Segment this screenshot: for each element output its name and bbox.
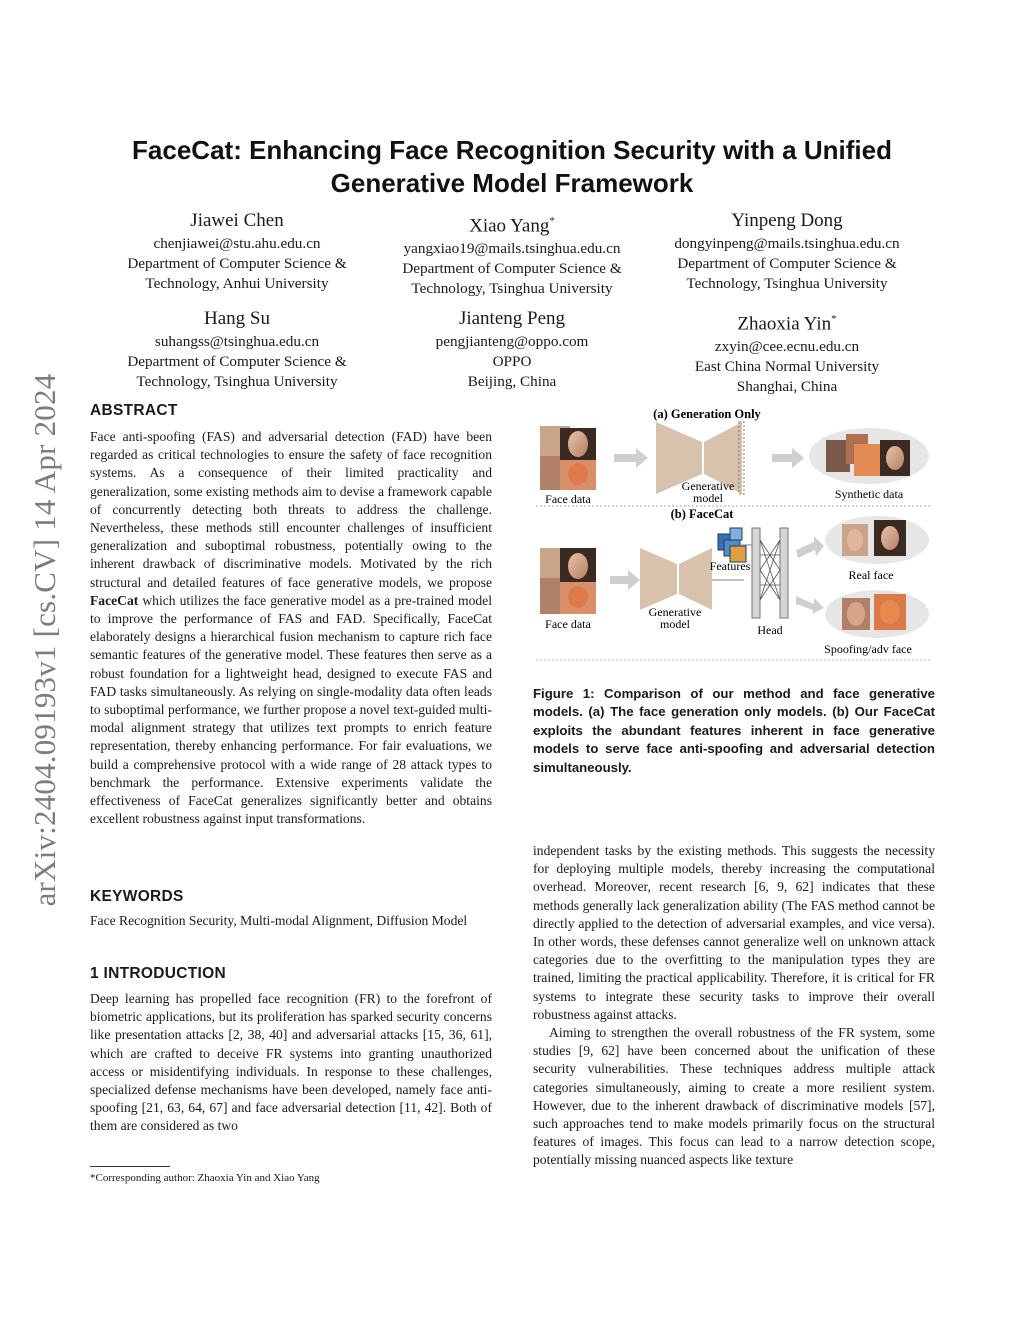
keywords-heading: KEYWORDS <box>90 888 184 905</box>
title-line-2: Generative Model Framework <box>330 168 694 198</box>
author-email: yangxiao19@mails.tsinghua.edu.cn <box>403 240 621 258</box>
abstract-body <box>90 428 492 828</box>
feature-map <box>730 528 742 540</box>
title-line-1: FaceCat: Enhancing Face Recognition Security with a Unified <box>132 135 892 165</box>
arrow-icon <box>772 448 804 468</box>
paper-title <box>0 134 1024 200</box>
generative-model-label: model <box>660 617 690 631</box>
arrow-icon <box>610 570 640 590</box>
author-affiliation: Department of Computer Science & <box>402 260 622 278</box>
face-thumb <box>886 446 904 470</box>
footnote-rule <box>90 1166 170 1167</box>
abstract-text: Face anti-spoofing (FAS) and adversarial detection (FAD) have been regarded as critical technologies to ensure the safety of face recognition systems. As a consequence of their limited practicality and generalization, some existing methods aim to devise a framework capable of concurrently detecting both threats to address the challenge. Nevertheless, these methods still encounter challenges of insufficient generalization and suboptimal robustness, potentially owing to the inherent drawback of discriminative models. Motivated by the rich structural and detailed features of face generative models, we propose <box>90 429 492 590</box>
author-name: Jiawei Chen <box>190 210 284 231</box>
author-affiliation: Department of Computer Science & <box>677 255 897 272</box>
intro-left-column <box>90 990 492 1136</box>
corresponding-mark: * <box>549 215 555 227</box>
face-thumb <box>568 553 588 579</box>
real-face-label: Real face <box>848 568 894 582</box>
head-layer <box>752 528 760 618</box>
intro-heading: 1 INTRODUCTION <box>90 965 226 982</box>
face-stack-a <box>540 426 596 490</box>
author-email: dongyinpeng@mails.tsinghua.edu.cn <box>674 235 900 252</box>
face-data-label: Face data <box>545 617 591 631</box>
synthetic-data-label: Synthetic data <box>834 487 904 501</box>
intro-paragraph: independent tasks by the existing methods. This suggests the necessity for deploying multiple models, thereby increasing the computational overhead. Moreover, recent research [6, 9, 62] indicates that these methods generally lack generalization ability (The FAS method cannot be directly applied to the detection of adversarial examples, and vice versa). In other words, these defenses cannot generalize well on unknown attack categories due to the overfitting to the manipulation types they are trained, limiting the practical applicability. Therefore, it is critical for FR systems to integrate these security tasks to improve their overall robustness against attacks. <box>533 843 935 1022</box>
author-email: chenjiawei@stu.ahu.edu.cn <box>153 235 321 252</box>
corresponding-mark: * <box>831 313 837 325</box>
generative-model-label: Generative <box>648 605 702 619</box>
intro-right-column <box>533 842 935 1170</box>
generative-model-label: Generative <box>681 479 735 493</box>
head-network-icon <box>752 528 788 618</box>
arrow-icon <box>614 448 648 468</box>
author-affiliation: Technology, Tsinghua University <box>136 373 338 390</box>
face-thumb <box>854 444 880 476</box>
author-affiliation: Department of Computer Science & <box>127 255 347 272</box>
author-name: Xiao Yang <box>469 215 550 237</box>
face-thumb <box>880 600 900 624</box>
face-thumb <box>568 431 588 457</box>
face-thumb <box>568 463 588 485</box>
author-block <box>87 209 387 294</box>
keywords-text: Face Recognition Security, Multi-modal Alignment, Diffusion Model <box>90 913 468 928</box>
abstract-text-cont: which utilizes the face generative model as a pre-trained model to improve the performance of FAS and FAD. Specifically, FaceCat elaborately designs a hierarchical fusion mechanism to capture rich face semantic features of the generative model. These features then serve as a robust foundation for a lightweight head, designed to execute FAS and FAD tasks simultaneously. As relying on single-modality data often leads to suboptimal performance, we further propose a novel text-guided multi-modal alignment strategy that utilizes text prompts to enrich feature representation, thereby enhancing performance. For fair evaluations, we build a comprehensive protocol with a wide range of 28 attack types to benchmark the performance. Extensive experiments validate the effectiveness of FaceCat generalizes significantly better and obtains excellent robustness against input transformations. <box>90 592 492 827</box>
author-name: Jianteng Peng <box>458 308 566 329</box>
arxiv-stamp: arXiv:2404.09193v1 [cs.CV] 14 Apr 2024 <box>27 373 62 907</box>
head-layer <box>780 528 788 618</box>
method-name: FaceCat <box>90 592 139 608</box>
face-data-label: Face data <box>545 492 591 506</box>
author-block <box>637 307 937 397</box>
author-block <box>362 209 662 299</box>
author-affiliation: Technology, Tsinghua University <box>686 275 888 292</box>
author-email: pengjianteng@oppo.com <box>435 333 589 350</box>
author-email: zxyin@cee.ecnu.edu.cn <box>714 338 860 356</box>
face-stack-b <box>540 548 596 614</box>
author-affiliation: Technology, Anhui University <box>145 275 329 292</box>
author-name: Zhaoxia Yin <box>737 313 832 335</box>
arrow-icon <box>796 596 824 614</box>
face-thumb <box>881 526 899 550</box>
author-email: suhangss@tsinghua.edu.cn <box>154 333 320 350</box>
author-name: Yinpeng Dong <box>731 210 843 231</box>
face-thumb <box>568 586 588 608</box>
features-label: Features <box>709 559 751 573</box>
head-label: Head <box>757 623 783 637</box>
spoof-face-label: Spoofing/adv face <box>824 642 912 656</box>
face-thumb <box>847 602 865 626</box>
author-affiliation: OPPO <box>492 353 532 370</box>
intro-paragraph: Deep learning has propelled face recognition (FR) to the forefront of biometric applications, but its proliferation has sparked security concerns like presentation attacks [2, 38, 40] and adversarial attacks [15, 36, 61], which are crafted to deceive FR systems into granting unauthorized access or misidentifying individuals. In response to these challenges, specialized defense mechanisms have been developed, namely face anti-spoofing [21, 63, 64, 67] and face adversarial detection [11, 42]. Both of them are considered as two <box>90 991 492 1134</box>
footnote: *Corresponding author: Zhaoxia Yin and Xiao Yang <box>90 1172 320 1184</box>
generative-model-decoder <box>679 548 712 610</box>
arrow-icon <box>796 536 824 558</box>
generative-model-label: model <box>693 491 723 505</box>
label-facecat: (b) FaceCat <box>670 507 734 521</box>
generative-model-encoder <box>640 548 677 610</box>
author-affiliation: Department of Computer Science & <box>127 353 347 370</box>
author-affiliation: Technology, Tsinghua University <box>411 280 613 298</box>
face-thumb <box>847 529 863 551</box>
author-block <box>637 209 937 294</box>
author-affiliation: East China Normal University <box>694 358 880 376</box>
author-block <box>362 307 662 392</box>
figure-caption: Figure 1: Comparison of our method and face generative models. (a) The face generation only models. (b) Our FaceCat exploits the abundant features inherent in face generative models to serve face anti-spoofing and adversarial detection simultaneously. <box>533 686 935 775</box>
author-name: Hang Su <box>204 308 270 329</box>
intro-paragraph: Aiming to strengthen the overall robustness of the FR system, some studies [9, 62] have been concerned about the unification of these security vulnerabilities. These techniques address multiple attack categories simultaneously, aiming to create a more resilient system. However, due to the inherent drawback of discriminative models [57], such approaches tend to make models primarily focus on the structural features of images. This focus can lead to a narrow detection scope, potentially missing nuanced aspects like texture <box>533 1025 935 1168</box>
author-affiliation: Beijing, China <box>467 373 557 390</box>
author-block <box>87 307 387 392</box>
author-affiliation: Shanghai, China <box>736 378 838 396</box>
figure-1 <box>532 400 936 662</box>
abstract-heading: ABSTRACT <box>90 402 178 419</box>
label-generation-only: (a) Generation Only <box>653 407 761 421</box>
